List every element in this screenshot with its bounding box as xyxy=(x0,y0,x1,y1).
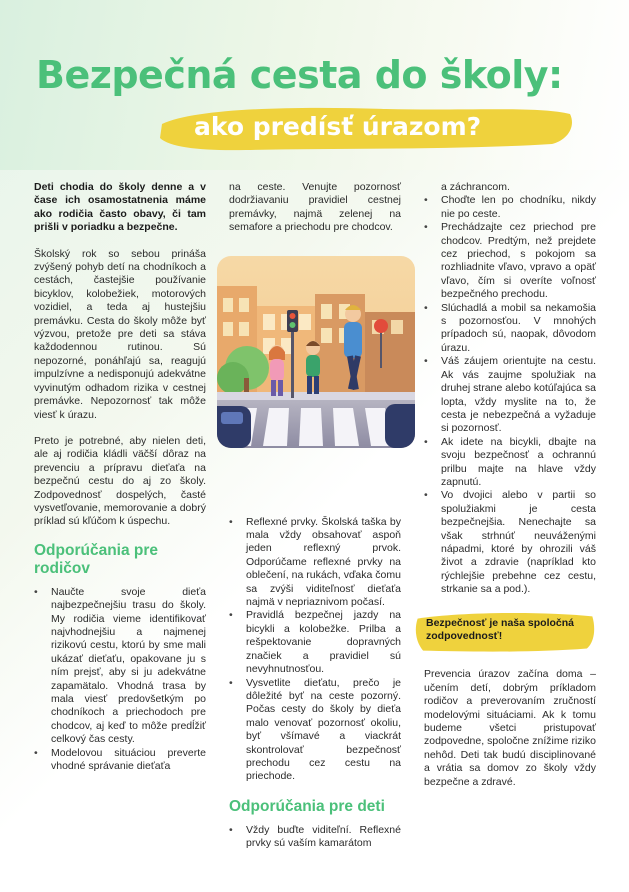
list-item: • Ak idete na bicykli, dbajte na svoju bezpečnosť a ochrannú prilbu majte na hlave vždy zapnutú. xyxy=(424,436,596,490)
heading-kids: Odporúčania pre deti xyxy=(229,797,385,815)
column-left xyxy=(34,181,206,786)
list-item: • Choďte len po chodníku, nikdy nie po ceste. xyxy=(424,194,596,221)
list-kids xyxy=(229,824,401,851)
paragraph-final: Prevencia úrazov začína doma – učením detí, dobrým príkladom rodičov a preverovaním zručností modelovými situáciami. Ak k tomu budeme všetci pristupovať zodpovedne, spoločne znížime riziko nehôd. Deti tak budú disciplinované a vrátia sa domov zo školy vždy bezpečne a zdravé. xyxy=(424,668,596,788)
callout-highlight xyxy=(414,610,596,653)
page-subtitle: ako predísť úrazom? xyxy=(194,112,482,141)
list-item: • Vo dvojici alebo v partii so spolužiakmi je cesta bezpečnejšia. Nenechajte sa však strhnúť neuváženými nápadmi, ktoré by ohrozili váš život a zdravie (napríklad kto rýchlejšie prebehne cez cestu, strkanie sa a pod.). xyxy=(424,489,596,596)
callout-text: Bezpečnosť je naša spoločná zodpovednosť! xyxy=(426,616,574,642)
list-item: • Pravidlá bezpečnej jazdy na bicykli a kolobežke. Prilba a rešpektovanie dopravných značiek a pravidiel sú nevyhnutnosťou. xyxy=(229,609,401,676)
list-item: • Naučte svoje dieťa najbezpečnejšiu trasu do školy. My rodičia vieme identifikovať najvhodnejšiu a najmenej rizikovú cestu, ktorú by sme mali ukázať dieťaťu, opakovane ju s ním prejsť, aby si ju adekvátne zapamätalo. Vhodná trasa by mala viesť predovšetkým po chodníkoch a priechodoch pre chodcov, aj keď to môže predĺžiť celkový čas cesty. xyxy=(34,586,206,747)
paragraph-continued: na ceste. Venujte pozornosť dodržiavaniu pravidiel cestnej premávky, najmä zelenej na semafore a priechodu pre chodcov. xyxy=(229,181,401,234)
page-title: Bezpečná cesta do školy: xyxy=(36,53,563,97)
list-item: • Slúchadlá a mobil sa nekamošia s pozornosťou. V mnohých prípadoch sú, naopak, dôvodom úrazu. xyxy=(424,302,596,356)
column-right xyxy=(424,181,596,802)
school-crossing-illustration xyxy=(217,256,415,448)
crossing-scene-icon xyxy=(217,256,415,448)
heading-parents: Odporúčania pre rodičov xyxy=(34,541,159,577)
list-kids-continued xyxy=(424,194,596,596)
paragraph-intro-2: Preto je potrebné, aby nielen deti, ale aj rodičia kládli väčší dôraz na prevenciu a prípravu dieťaťa na bezpečnú cestu do aj zo školy. Zodpovednosť dospelých, časté vysvetľovanie, memorovanie a dobrý príklad sú kľúčom k úspechu. xyxy=(34,434,206,528)
list-parents-continued xyxy=(229,516,401,784)
subtitle-banner xyxy=(156,104,576,152)
paragraph-continued: a záchrancom. xyxy=(441,181,510,193)
list-parents xyxy=(34,586,206,774)
list-item: • Vysvetlite dieťatu, prečo je dôležité byť na ceste pozorný. Počas cesty do školy by dieťa malo venovať pozornosť okoliu, byť všímavé a viackrát skontrolovať bezpečnosť prechodu cez cestu na priechode. xyxy=(229,677,401,784)
list-item: • Modelovou situáciou preverte vhodné správanie dieťaťa xyxy=(34,747,206,774)
list-item: • Reflexné prvky. Školská taška by mala vždy obsahovať aspoň jeden reflexný prvok. Odporúčame reflexné prvky na oblečení, na rukách, vďaka čomu sa zvýši viditeľnosť dieťaťa najmä v nepriaznivom počasí. xyxy=(229,516,401,610)
list-item: • Váš záujem orientujte na cestu. Ak vás zaujme spolužiak na druhej strane alebo kotúľajúca sa lopta, vždy myslite na to, že cesta je nebezpečná a vyžaduje si pozornosť. xyxy=(424,355,596,435)
intro-lead: Deti chodia do školy denne a v čase ich osamostatnenia máme ako rodičia často obavy, či tam prišli v poriadku a bezpečne. xyxy=(34,181,206,234)
paragraph-intro-1: Školský rok so sebou prináša zvýšený pohyb detí na chodníkoch a cestách, častejšie používanie bicyklov, kolobežiek, motorových vozidiel, a teda aj hustejšiu premávku. Cesta do školy môže byť výzvou, pretože pre deti sa stáva každodennou rutinou. Sú nepozorné, ponáhľajú sa, reagujú impulzívne a nedisponujú adekvátne vyvinutým odhadom rizika v cestnej premávke. Nepozornosť tak môže viesť k úrazu. xyxy=(34,247,206,421)
list-item: • Vždy buďte viditeľní. Reflexné prvky sú vaším kamarátom xyxy=(229,824,401,851)
list-item: • Prechádzajte cez priechod pre chodcov. Predtým, než prejdete cez priechod, s pokojom sa rozhliadnite vľavo, vpravo a opäť vľavo, čím si overíte voľnosť bezpečného prechodu. xyxy=(424,221,596,301)
